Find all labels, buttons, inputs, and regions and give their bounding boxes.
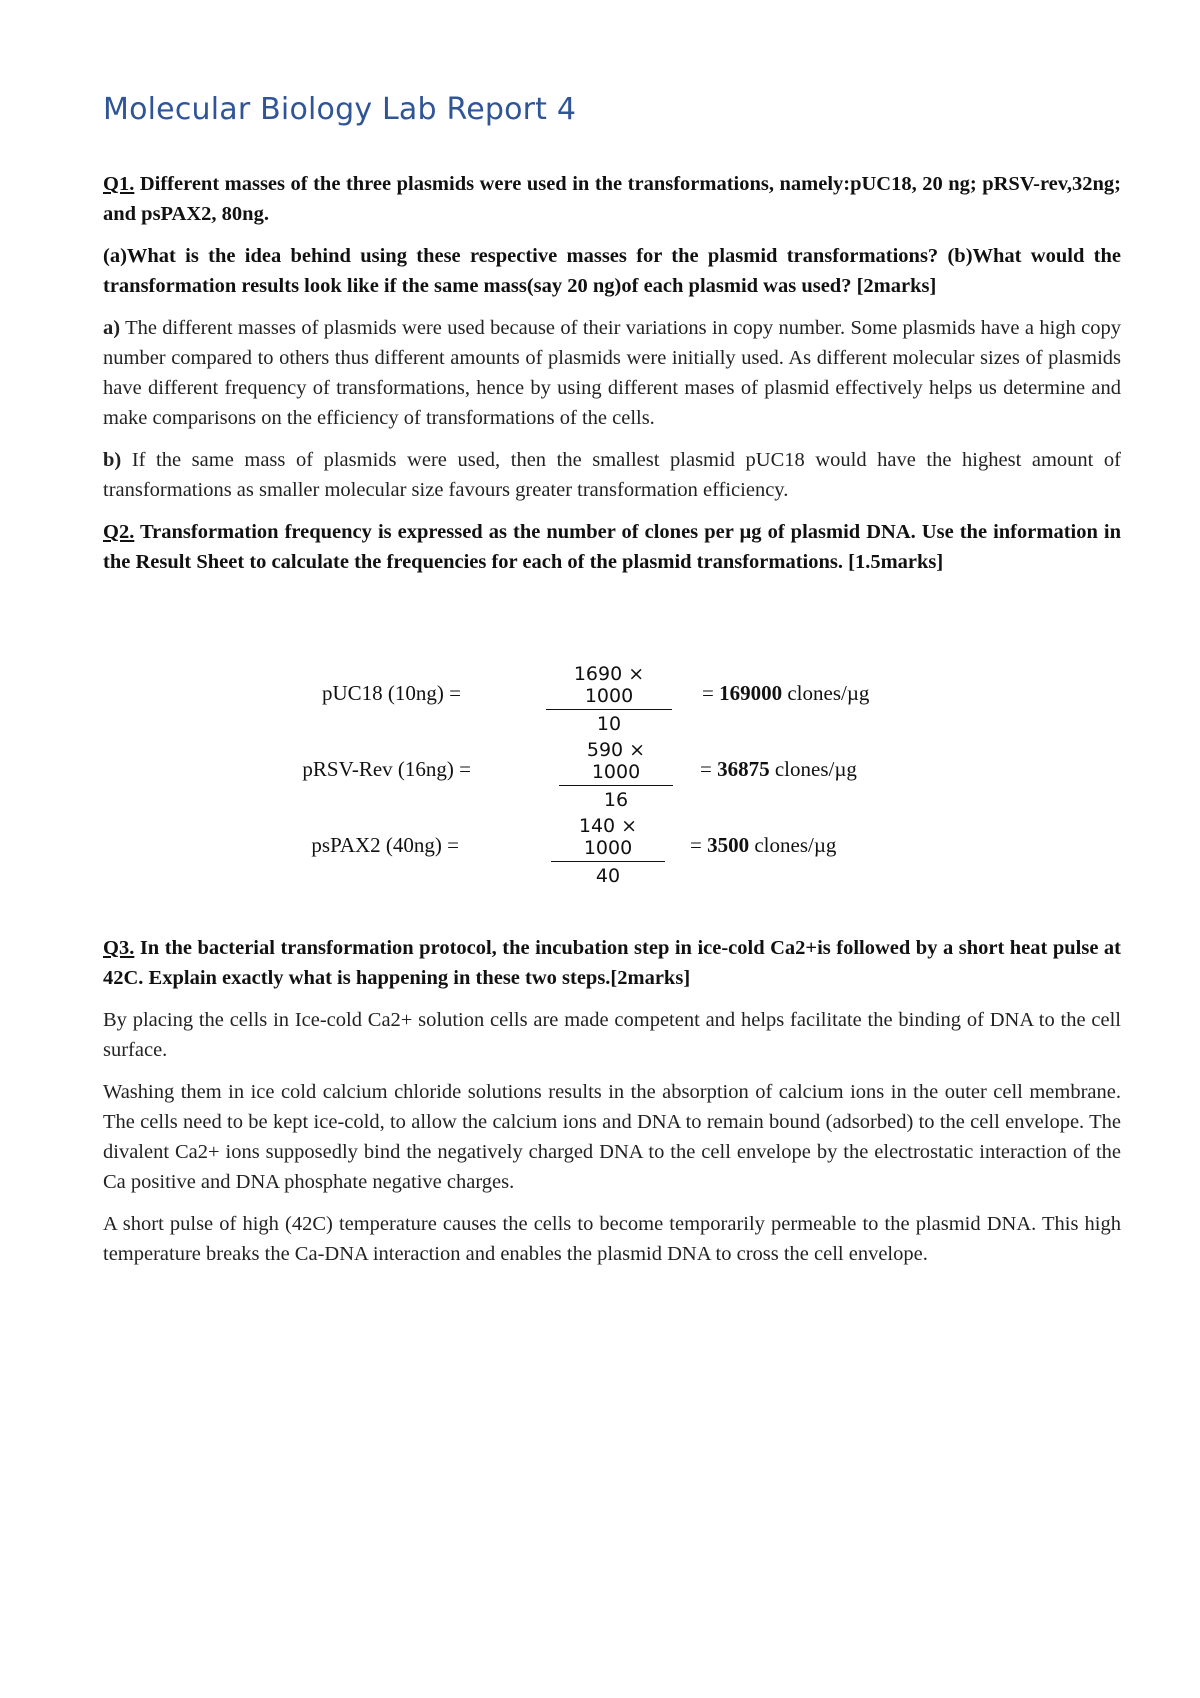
q3-answer-paragraph-2: Washing them in ice cold calcium chloride solutions results in the absorption of calcium ions in the outer cell membrane. The cells need to be kept ice-cold, to allow the calcium ions and DNA to remain bound (adsorbed) to the cell envelope. The divalent Ca2+ ions supposedly bind the negatively charged DNA to the cell envelope by the electrostatic interaction of the Ca positive and DNA phosphate negative charges. [103,1081,1121,1193]
equation-result: = 169000 clones/µg [702,681,870,705]
equation-pspax2 [103,815,1121,887]
equation-fraction [559,739,673,811]
frequency-equations [103,603,1121,903]
q1-answer-a-label: a) [103,317,121,339]
q1-question [103,169,1121,229]
result-unit: clones/µg [782,681,870,705]
q1-answer-a-text: The different masses of plasmids were used because of their variations in copy number. Some plasmids have a high copy number compared to others thus different amounts of plasmids were initially used. As different molecular sizes of plasmids have different frequency of transformations, hence by using different mases of plasmid effectively helps us determine and make comparisons on the efficiency of transformations of the cells. [103,317,1121,429]
equation-lhs: pUC18 (10ng) = [321,681,461,705]
q3-answer-paragraph-3: A short pulse of high (42C) temperature causes the cells to become temporarily permeable to the plasmid DNA. This high temperature breaks the Ca-DNA interaction and enables the plasmid DNA to cross the cell envelope. [103,1213,1121,1265]
q1-answer-b [103,445,1121,505]
equation-numerator: 590 × 1000 [559,739,673,786]
q1-answer-b-label: b) [103,449,122,471]
result-unit: clones/µg [769,757,857,781]
q3-question [103,933,1121,993]
equation-prsv-rev [103,739,1121,811]
equation-lhs: pRSV-Rev (16ng) = [302,757,471,781]
equation-denominator: 40 [595,865,621,887]
q1-number: Q1. [103,173,135,195]
q1-answer-b-text: If the same mass of plasmids were used, then the smallest plasmid pUC18 would have the highest amount of transformations as smaller molecular size favours greater transformation efficiency. [103,449,1121,501]
q2-number: Q2. [103,521,135,543]
equation-denominator: 16 [603,789,629,811]
q3-text: In the bacterial transformation protocol, the incubation step in ice-cold Ca2+is followed by a short heat pulse at 42C. Explain exactly what is happening in these two steps.[2marks] [103,937,1121,989]
result-value: 36875 [717,757,770,781]
q2-text: Transformation frequency is expressed as the number of clones per µg of plasmid DNA. Use the information in the Result Sheet to calculate the frequencies for each of the plasmid transformations. [1.5marks] [103,521,1121,573]
equation-lhs: psPAX2 (40ng) = [311,833,459,857]
q2-question [103,517,1121,577]
q3-answer-paragraph-1: By placing the cells in Ice-cold Ca2+ solution cells are made competent and helps facilitate the binding of DNA to the cell surface. [103,1009,1121,1061]
equation-puc18 [103,663,1121,735]
q1-subquestion: (a)What is the idea behind using these respective masses for the plasmid transformations? (b)What would the transformation results look like if the same mass(say 20 ng)of each plasmid was used? [2marks] [103,245,1121,297]
equation-fraction [551,815,665,887]
q3-number: Q3. [103,937,135,959]
equation-result: = 3500 clones/µg [690,833,837,857]
equation-denominator: 10 [596,713,622,735]
result-value: 169000 [719,681,783,705]
document-title: Molecular Biology Lab Report 4 [103,92,577,127]
equation-numerator: 140 × 1000 [551,815,665,862]
equation-fraction [546,663,672,735]
equation-numerator: 1690 × 1000 [546,663,672,710]
result-unit: clones/µg [749,833,837,857]
result-value: 3500 [707,833,750,857]
q1-text: Different masses of the three plasmids were used in the transformations, namely:pUC18, 20 ng; pRSV-rev,32ng; and psPAX2, 80ng. [103,173,1121,225]
q1-answer-a [103,313,1121,433]
document-body [103,92,1121,1281]
equation-result: = 36875 clones/µg [700,757,857,781]
